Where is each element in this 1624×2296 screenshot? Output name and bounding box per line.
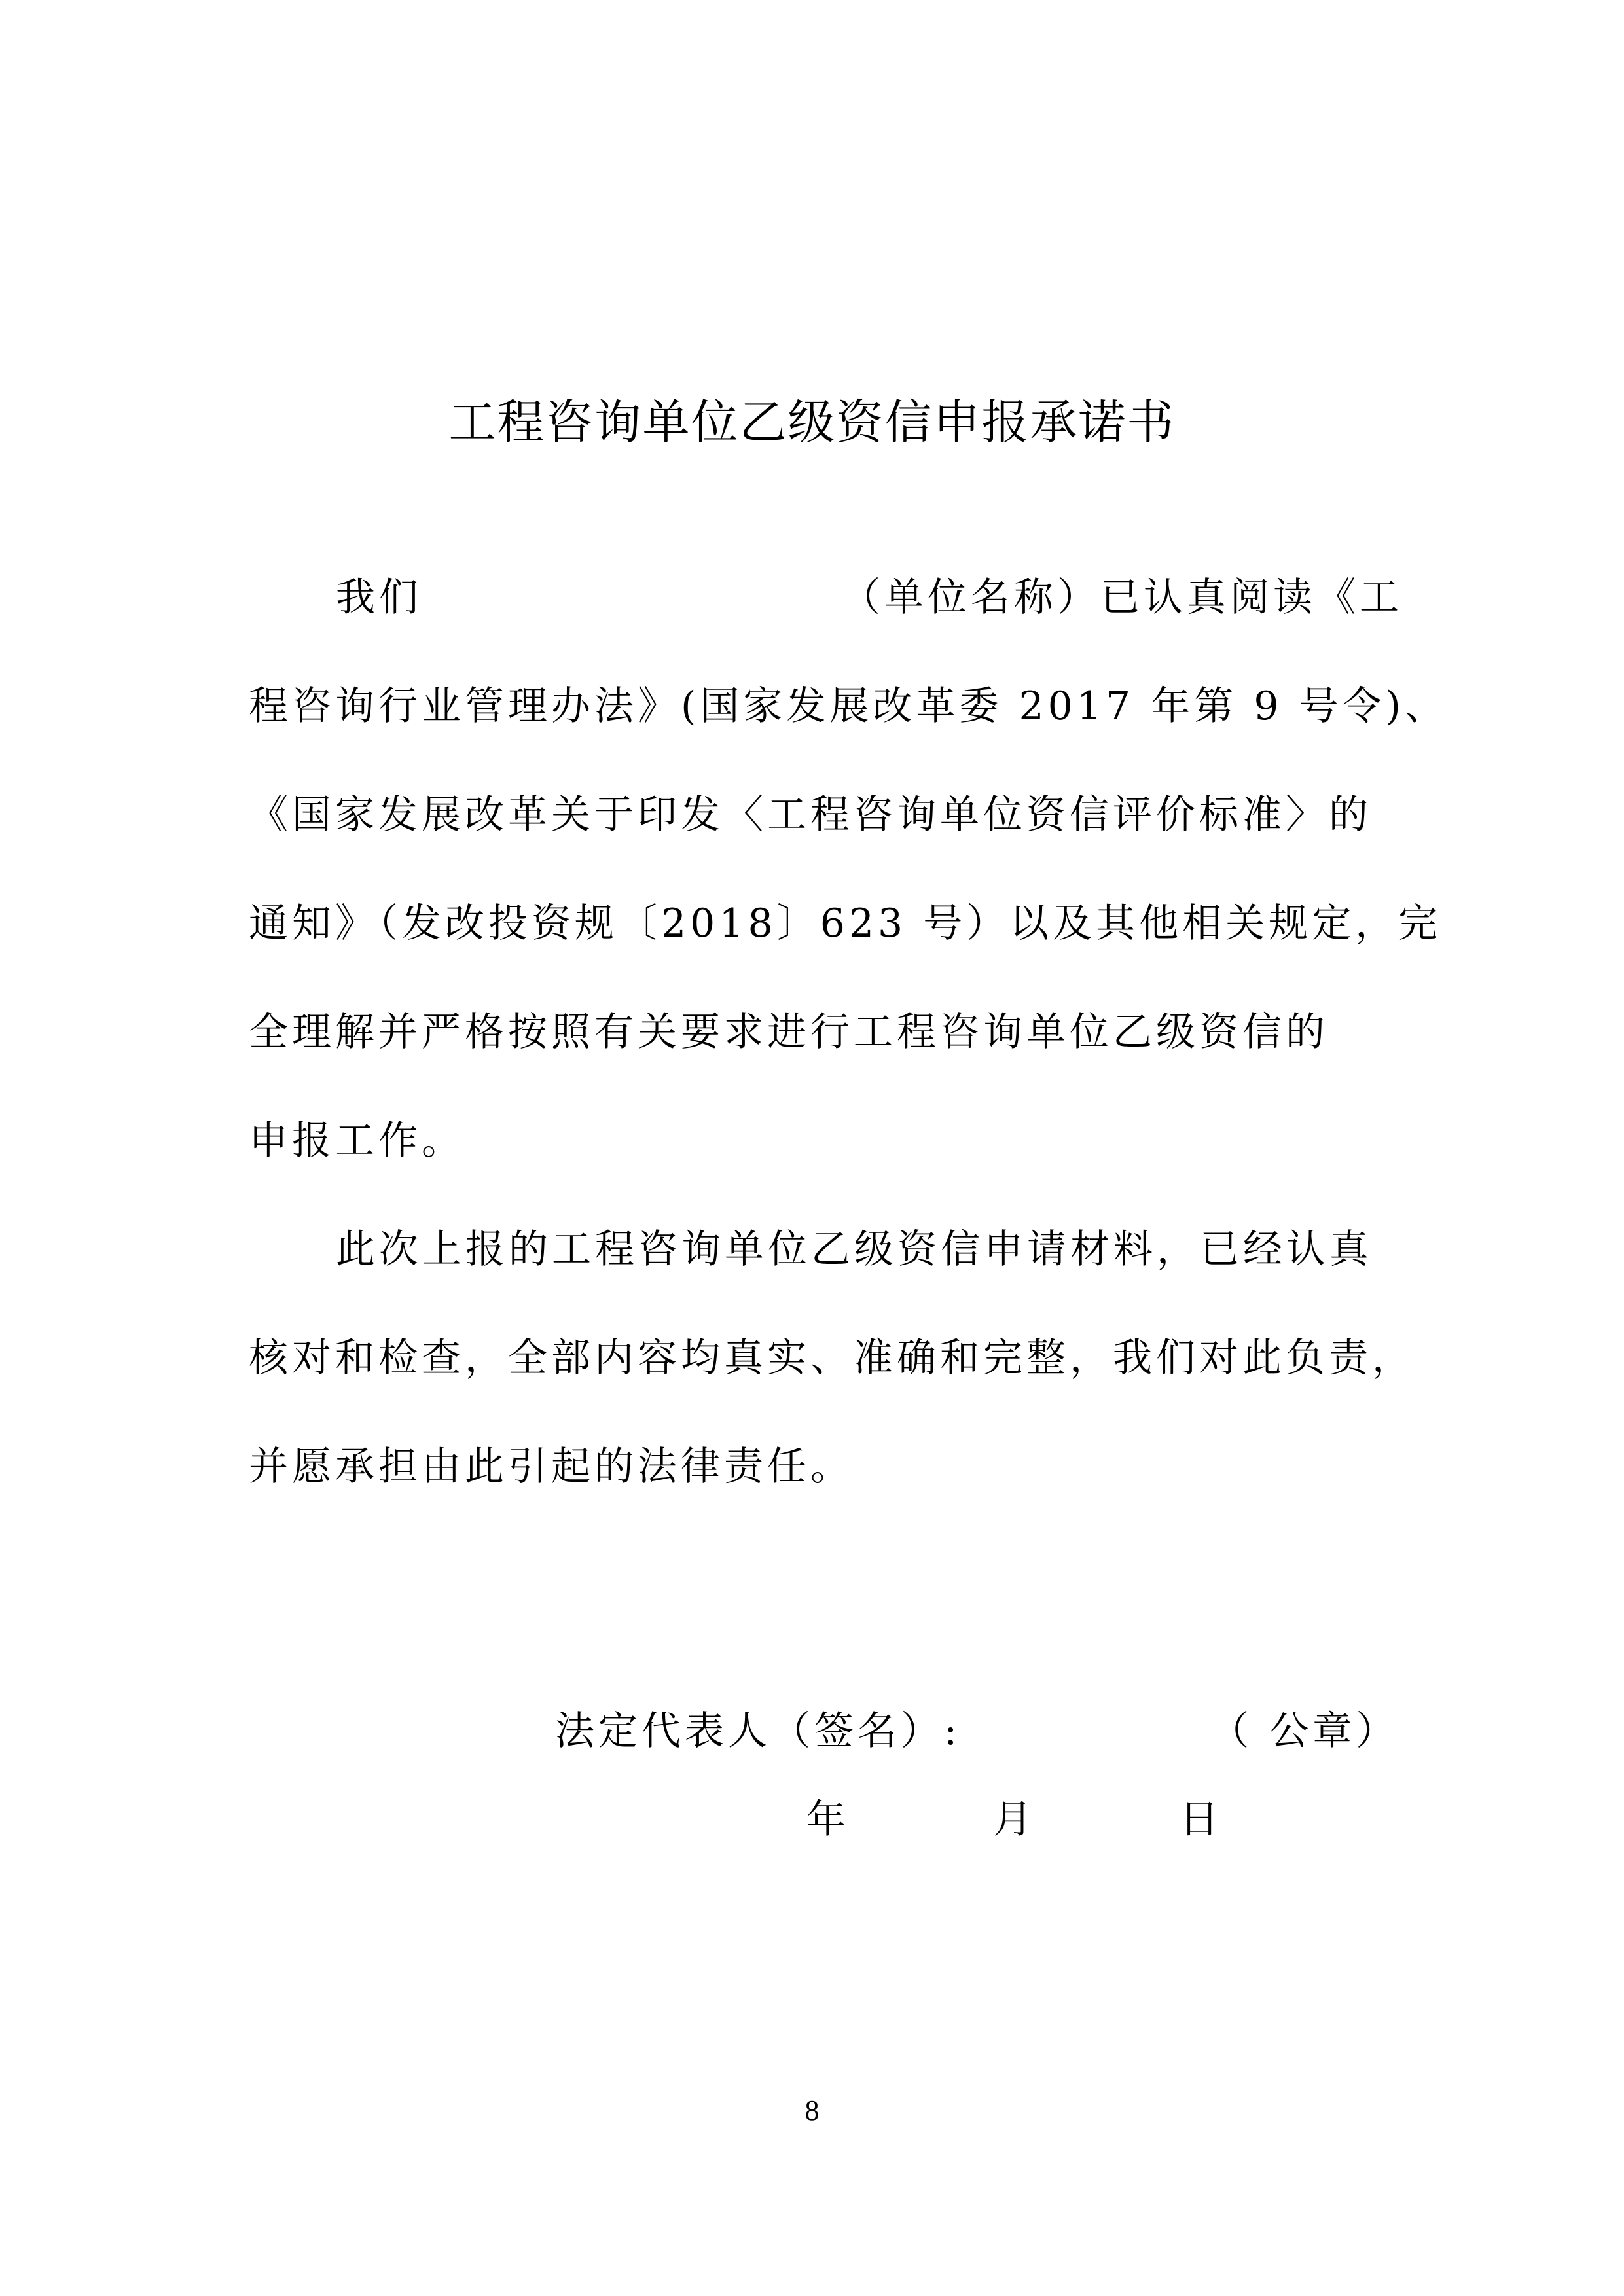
paragraph-line: 程咨询行业管理办法》(国家发展改革委 2017 年第 9 号令)、 <box>249 683 1448 729</box>
paragraph-line: 申报工作。 <box>249 1118 465 1164</box>
paragraph-line: 核对和检查，全部内容均真实、准确和完整，我们对此负责， <box>249 1335 1415 1381</box>
paragraph-line: 通知》（发改投资规〔2018〕623 号）以及其他相关规定，完 <box>249 901 1442 946</box>
paragraph-line: 并愿承担由此引起的法律责任。 <box>249 1444 854 1490</box>
paragraph-commitment-accuracy <box>249 1195 1415 1521</box>
paragraph-commitment-reading <box>249 543 1448 1195</box>
paragraph-line: 此次上报的工程咨询单位乙级资信申请材料，已经认真 <box>336 1227 1373 1272</box>
paragraph-line: 《国家发展改革关于印发〈工程咨询单位资信评价标准〉的 <box>249 792 1372 838</box>
page-number: 8 <box>804 2094 820 2126</box>
year-label: 年 <box>806 1797 846 1842</box>
legal-representative-label: 法定代表人（签名）: <box>555 1708 962 1754</box>
official-seal-label: （ 公章） <box>1210 1708 1399 1754</box>
paragraph-line: 全理解并严格按照有关要求进行工程咨询单位乙级资信的 <box>249 1009 1329 1055</box>
month-label: 月 <box>993 1797 1032 1842</box>
document-body <box>249 543 1448 1521</box>
page-title: 工程咨询单位乙级资信申报承诺书 <box>448 395 1176 450</box>
day-label: 日 <box>1180 1797 1219 1842</box>
paragraph-line: 我们 （单位名称）已认真阅读《工 <box>336 575 1403 620</box>
date-row <box>806 1784 1219 1856</box>
signature-row <box>555 1695 1406 1767</box>
